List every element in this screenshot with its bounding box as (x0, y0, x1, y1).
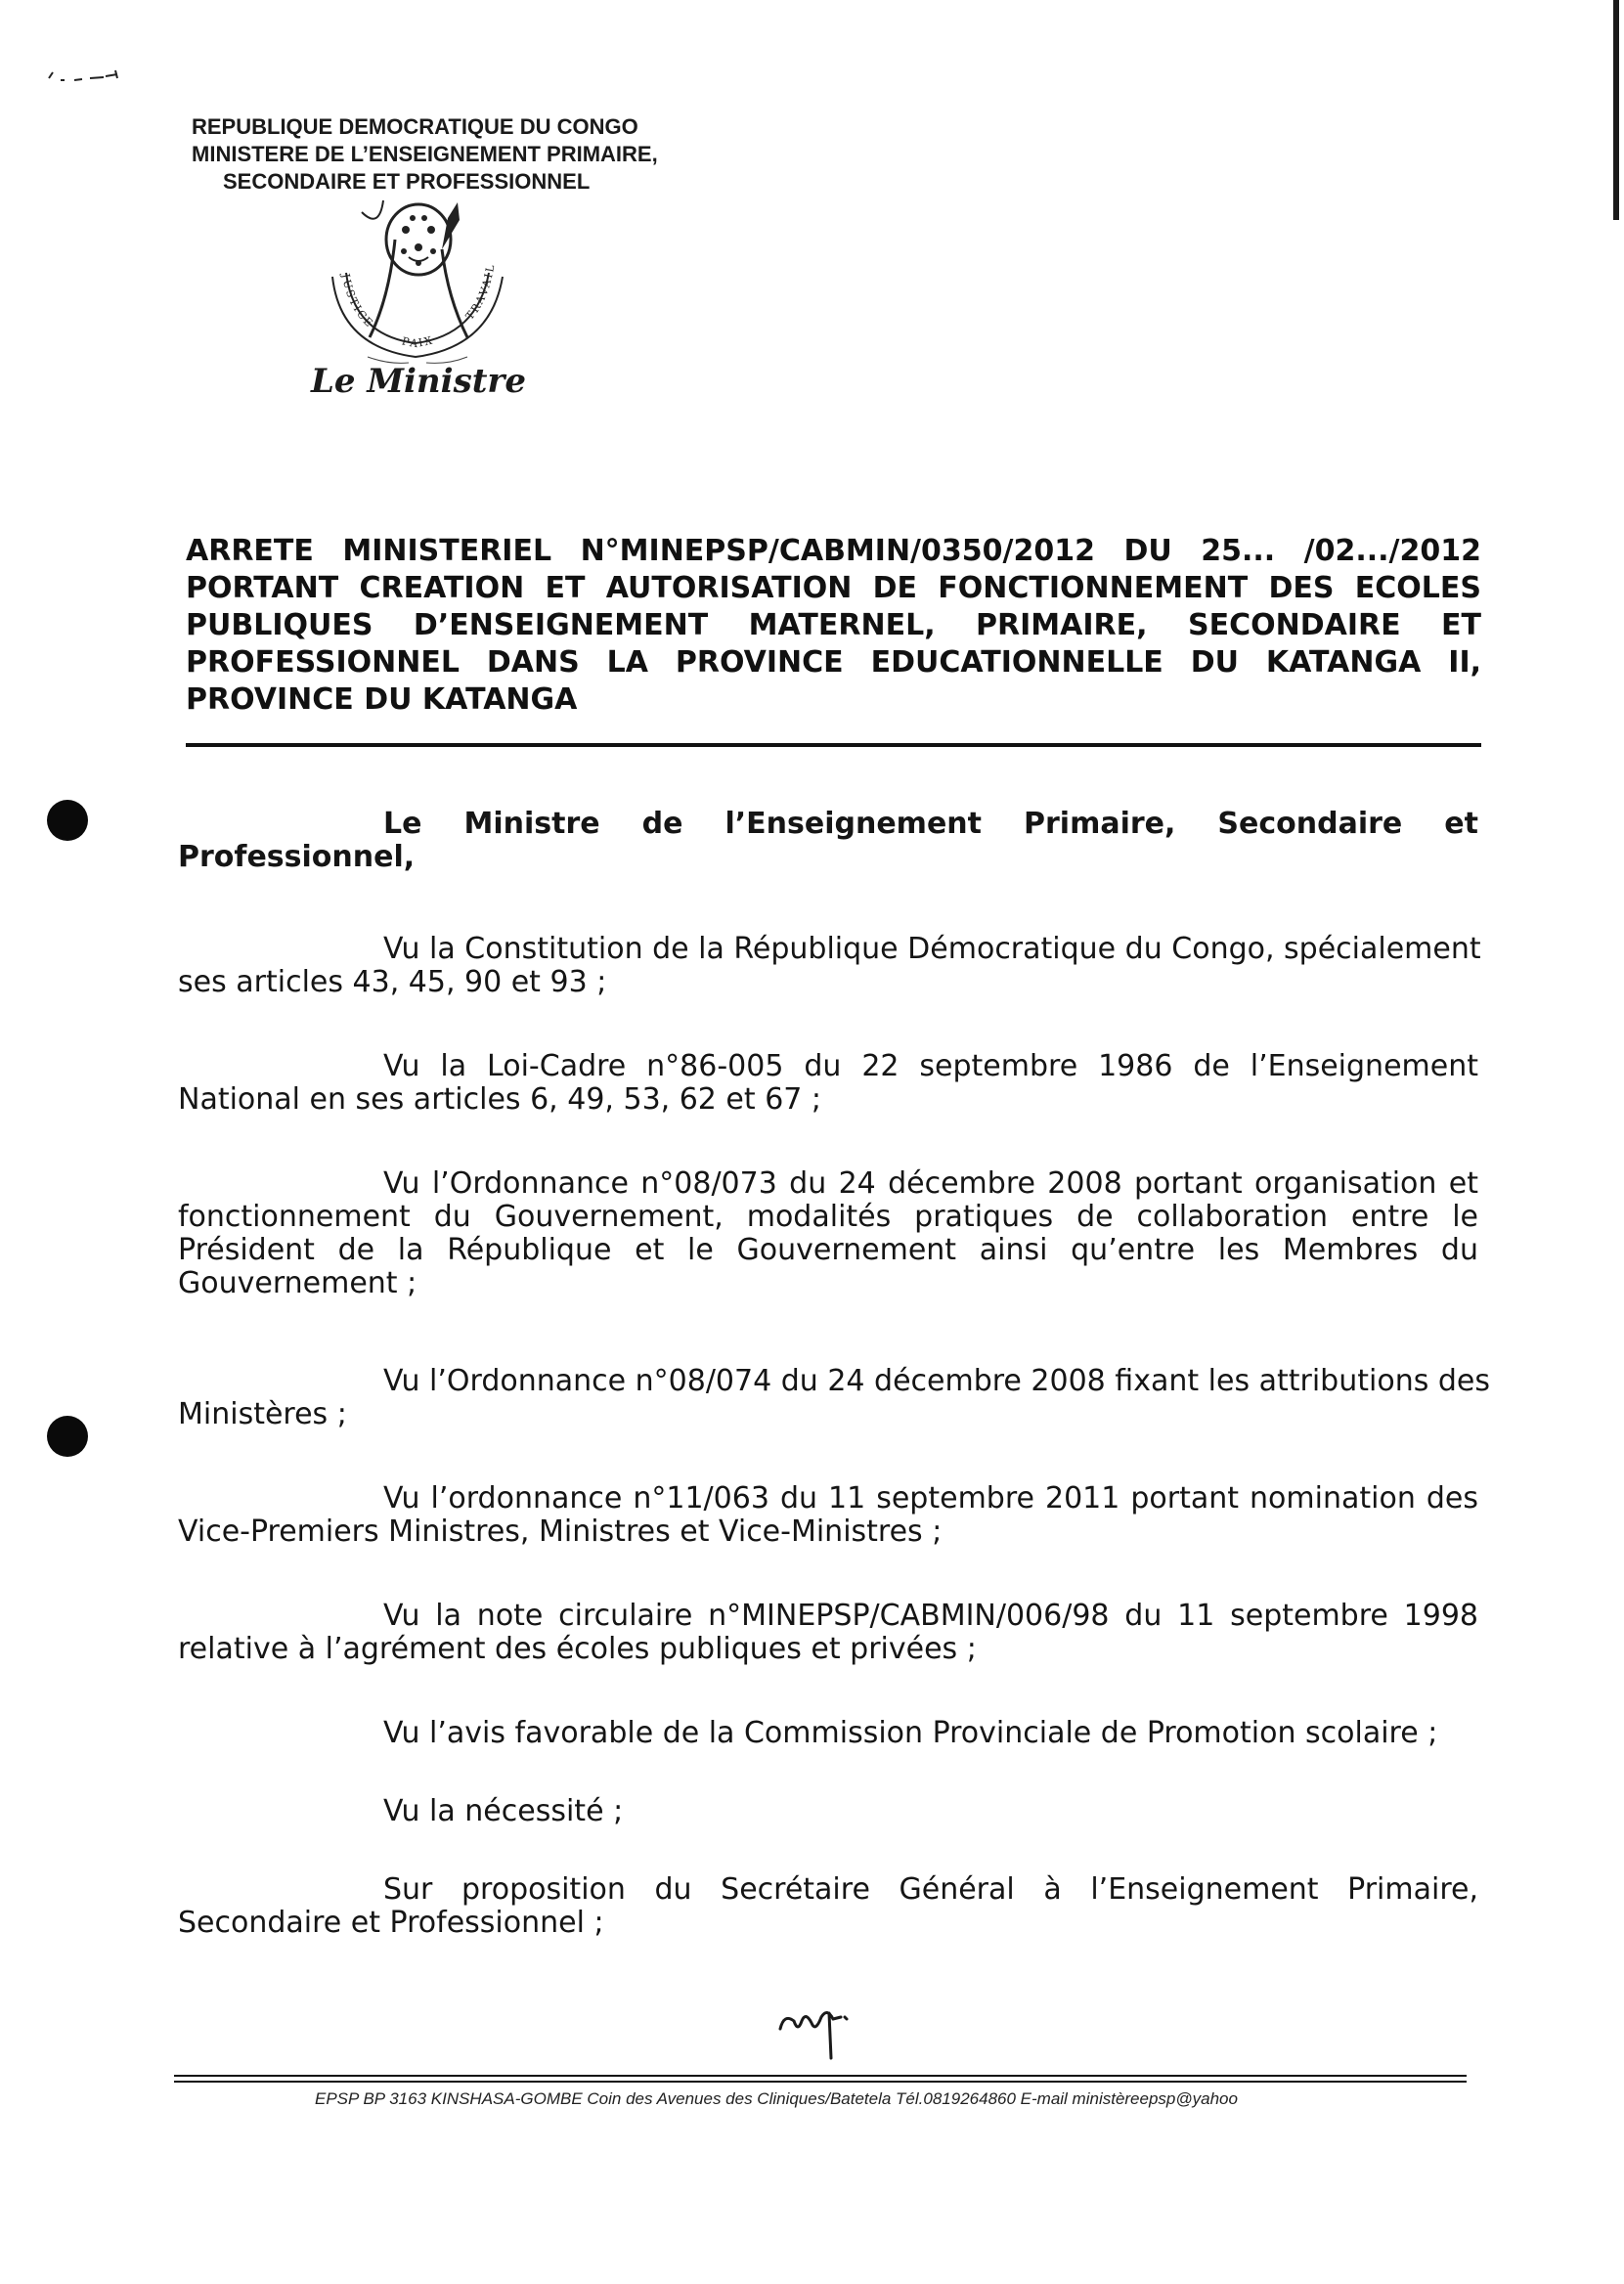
visa-line: Vu l’avis favorable de la Commission Provinciale de Promotion scolaire ; (383, 1716, 1438, 1750)
handwritten-initials (772, 1999, 860, 2068)
punch-hole (47, 1416, 88, 1457)
svg-text:PAIX (401, 333, 436, 350)
visa-loi-cadre (178, 1050, 1478, 1117)
visa-ordonnance-074 (178, 1364, 1491, 1431)
footer-rule (174, 2075, 1467, 2077)
scan-mark (47, 66, 125, 88)
visa-necessite (178, 1795, 1478, 1828)
letterhead (192, 113, 739, 196)
decree-title-line: PORTANT CREATION ET AUTORISATION DE FONCTIONNEMENT DES ECOLES (186, 571, 1481, 605)
visa-line: National en ses articles 6, 49, 53, 62 et 67 ; (178, 1082, 822, 1117)
preamble-line: Professionnel, (178, 840, 416, 874)
visa-line: Sur proposition du Secrétaire Général à l’Enseignement Primaire, (383, 1872, 1478, 1907)
visa-ordonnance-063 (178, 1482, 1478, 1549)
visa-line: Président de la République et le Gouvernement ainsi qu’entre les Membres du (178, 1233, 1478, 1267)
letterhead-country: REPUBLIQUE DEMOCRATIQUE DU CONGO (192, 114, 638, 139)
visa-line: Vu l’ordonnance n°11/063 du 11 septembre 2011 portant nomination des (383, 1481, 1478, 1515)
svg-text:TRAVAIL (463, 262, 498, 323)
visa-line: Secondaire et Professionnel ; (178, 1906, 604, 1940)
letterhead-ministry: MINISTERE DE L’ENSEIGNEMENT PRIMAIRE, (192, 142, 658, 166)
minister-preamble (178, 808, 1478, 874)
visa-line: Ministères ; (178, 1397, 347, 1431)
visa-line: fonctionnement du Gouvernement, modalités pratiques de collaboration entre le (178, 1200, 1478, 1234)
visa-line: Vu la Loi-Cadre n°86-005 du 22 septembre 1986 de l’Enseignement (383, 1049, 1478, 1083)
visa-line: relative à l’agrément des écoles publiques et privées ; (178, 1632, 977, 1666)
visa-ordonnance-073 (178, 1167, 1478, 1300)
visa-proposition (178, 1873, 1478, 1940)
visa-line: Vice-Premiers Ministres, Ministres et Vice-Ministres ; (178, 1515, 943, 1549)
visa-avis (178, 1717, 1478, 1750)
preamble-line: Le Ministre de l’Enseignement Primaire, Secondaire et (383, 807, 1478, 841)
letterhead-ministry-cont: SECONDAIRE ET PROFESSIONNEL (223, 169, 591, 194)
signature-title: Le Ministre (311, 362, 526, 401)
title-underline (186, 743, 1481, 747)
visa-line: Vu la nécessité ; (383, 1794, 624, 1828)
visa-line: Gouvernement ; (178, 1266, 417, 1300)
decree-title-line: PUBLIQUES D’ENSEIGNEMENT MATERNEL, PRIMAIRE, SECONDAIRE ET (186, 608, 1481, 642)
svg-text:JUSTICE (339, 272, 376, 330)
visa-line: Vu la note circulaire n°MINEPSP/CABMIN/006/98 du 11 septembre 1998 (383, 1599, 1478, 1633)
motto-justice: JUSTICE (338, 272, 377, 331)
decree-title-line: PROFESSIONNEL DANS LA PROVINCE EDUCATIONNELLE DU KATANGA II, (186, 645, 1481, 680)
footer-rule (174, 2081, 1467, 2083)
visa-line: Vu l’Ordonnance n°08/073 du 24 décembre 2008 portant organisation et (383, 1166, 1478, 1201)
visa-line: Vu l’Ordonnance n°08/074 du 24 décembre 2008 fixant les attributions des (383, 1364, 1491, 1398)
visa-note-circulaire (178, 1600, 1478, 1666)
scan-edge (1613, 0, 1619, 220)
motto-travail: TRAVAIL (462, 262, 498, 323)
coat-of-arms-emblem (311, 191, 521, 372)
decree-title-line: ARRETE MINISTERIEL N°MINEPSP/CABMIN/0350/2012 DU 25... /02.../2012 (186, 534, 1481, 568)
visa-line: Vu la Constitution de la République Démocratique du Congo, spécialement (383, 932, 1481, 966)
footer-address: EPSP BP 3163 KINSHASA-GOMBE Coin des Avenues des Cliniques/Batetela Tél.0819264860 E-mail ministèreepsp@yahoo (315, 2089, 1238, 2108)
decree-title-line: PROVINCE DU KATANGA (186, 682, 578, 717)
visa-constitution (178, 932, 1481, 999)
motto-paix: PAIX (400, 333, 436, 351)
visa-line: ses articles 43, 45, 90 et 93 ; (178, 965, 607, 999)
punch-hole (47, 800, 88, 841)
decree-title (186, 533, 1481, 719)
